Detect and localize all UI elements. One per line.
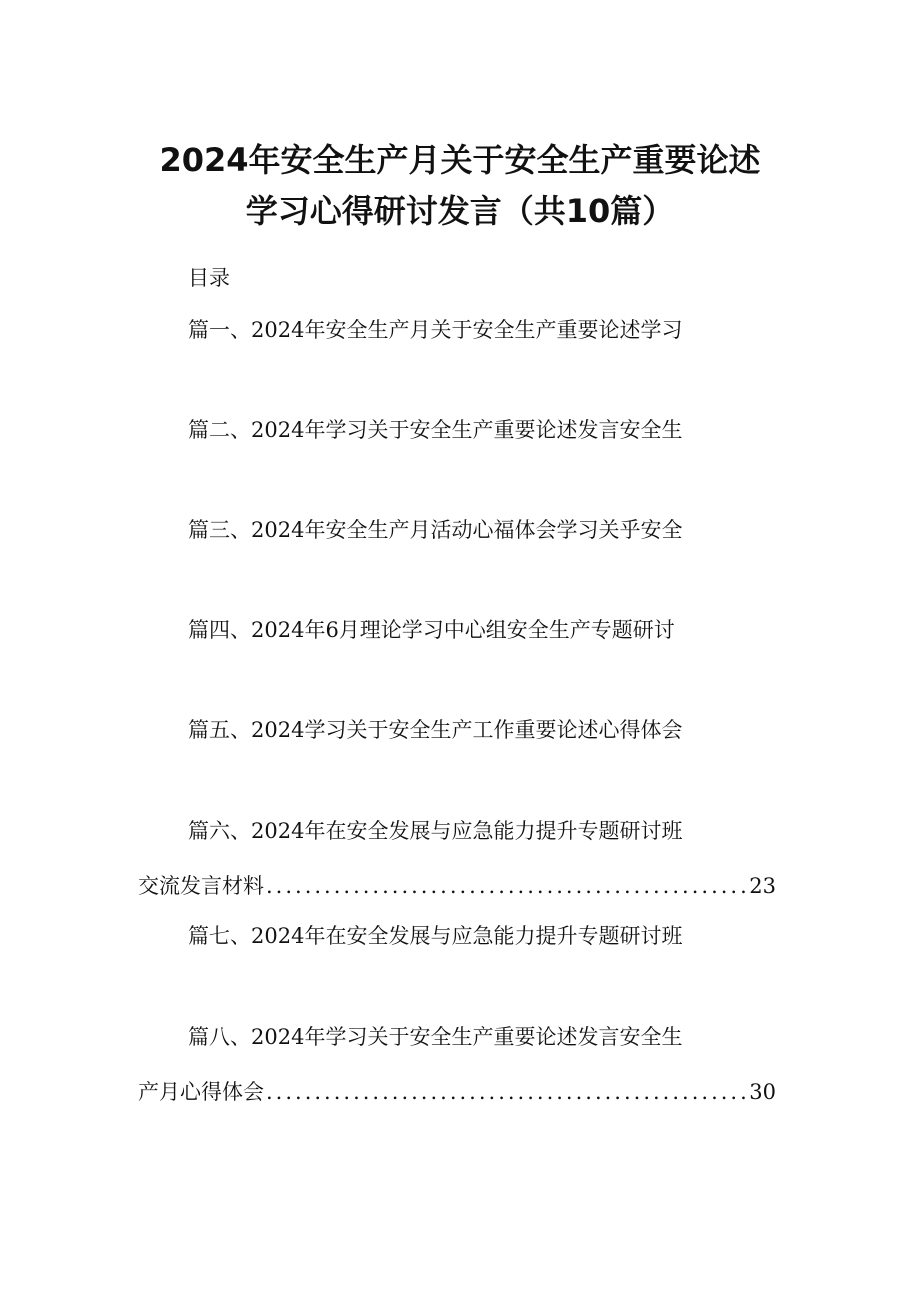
toc-leader-dots	[266, 874, 747, 898]
toc-entry-6-continuation	[138, 870, 776, 900]
toc-entry-1: 篇一、2024年安全生产月关于安全生产重要论述学习	[188, 318, 683, 342]
toc-entry-8-page-number: 30	[749, 1080, 776, 1104]
toc-entry-4: 篇四、2024年6月理论学习中心组安全生产专题研讨	[188, 618, 675, 642]
toc-entry-2: 篇二、2024年学习关于安全生产重要论述发言安全生	[188, 418, 683, 442]
toc-entry-3: 篇三、2024年安全生产月活动心福体会学习关乎安全	[188, 518, 683, 542]
toc-entry-8-continuation-text: 产月心得体会	[138, 1080, 264, 1104]
toc-entry-6-continuation-text: 交流发言材料	[138, 874, 264, 898]
toc-entry-7: 篇七、2024年在安全发展与应急能力提升专题研讨班	[188, 924, 683, 948]
toc-entry-6-page-number: 23	[749, 874, 776, 898]
toc-entry-6: 篇六、2024年在安全发展与应急能力提升专题研讨班	[188, 819, 683, 843]
document-title-line-2: 学习心得研讨发言（共10篇）	[245, 192, 675, 230]
toc-entry-5: 篇五、2024学习关于安全生产工作重要论述心得体会	[188, 718, 683, 742]
toc-entry-8: 篇八、2024年学习关于安全生产重要论述发言安全生	[188, 1025, 683, 1049]
toc-heading: 目录	[188, 266, 230, 290]
document-title-line-1: 2024年安全生产月关于安全生产重要论述	[159, 141, 761, 179]
toc-entry-8-continuation	[138, 1076, 776, 1106]
toc-leader-dots	[266, 1080, 747, 1104]
